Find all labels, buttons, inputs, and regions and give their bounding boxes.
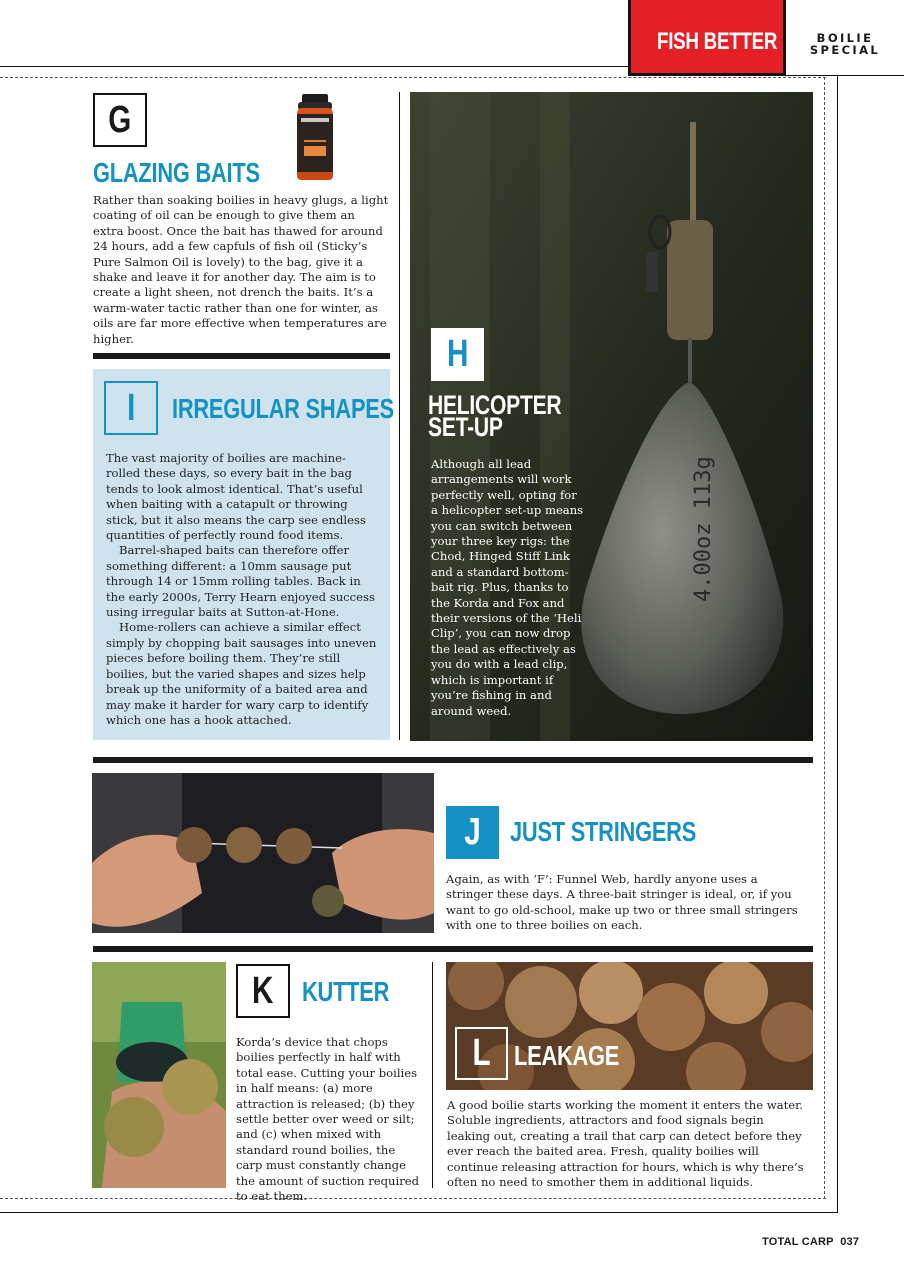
letter-h: H bbox=[446, 333, 469, 375]
frame-solid-bottom bbox=[0, 1212, 838, 1213]
section-title-leakage: LEAKAGE bbox=[514, 1040, 620, 1071]
lead-weight-marking: 4.00oz 113g bbox=[691, 456, 716, 602]
letter-box-g bbox=[93, 93, 147, 147]
stringer-photo bbox=[92, 773, 434, 933]
irregular-paragraph-3: Home-rollers can achieve a similar effect simply by chopping bait sausages into uneven pieces before boiling them. They’re still boilies, but the varied shapes and sizes help break up the uniformity of a baited area and may make it harder for wary carp to identify which one has a hook attached. bbox=[106, 620, 377, 727]
section-title-helicopter bbox=[428, 390, 562, 442]
magazine-name: TOTAL CARP bbox=[762, 1236, 834, 1248]
helicopter-title-line2: SET-UP bbox=[428, 412, 503, 442]
section-tab-fish-better bbox=[628, 0, 786, 76]
section-title-irregular: IRREGULAR SHAPES bbox=[172, 393, 394, 424]
letter-g: G bbox=[108, 99, 132, 141]
section-body-irregular bbox=[106, 451, 378, 728]
column-divider bbox=[432, 962, 433, 1188]
divider-rule bbox=[93, 946, 813, 952]
feature-label-line2: SPECIAL bbox=[809, 43, 881, 57]
letter-box-l bbox=[455, 1027, 508, 1080]
section-body-leakage: A good boilie starts working the moment it enters the water. Soluble ingredients, attractors and food signals begin leaking out, creating a trail that carp can detect before they ever reach the baited area. Fresh, quality boilies will continue releasing attraction for hours, which is why there’s often no need to smother them in additional liquids. bbox=[447, 1098, 804, 1190]
letter-box-i bbox=[104, 381, 158, 435]
section-body-helicopter: Although all lead arrangements will work perfectly well, opting for a helicopter set-up means you can switch between your three key rigs: the Chod, Hinged Stiff Link and a standard bottom-bait rig. Plus, thanks to the Korda and Fox and their versions of the ‘Heli Clip’, you can now drop the lead as effectively as you do with a lead clip, which is important if you’re fishing in and around weed. bbox=[431, 457, 584, 718]
irregular-paragraph-1: The vast majority of boilies are machine-rolled these days, so every bait in the bag tends to look almost identical. That’s useful when baiting with a catapult or throwing stick, but it also means the carp see endless quantities of perfectly round food items. bbox=[106, 451, 366, 543]
letter-box-h bbox=[431, 328, 484, 381]
section-title-glazing: GLAZING BAITS bbox=[93, 157, 260, 188]
section-title-stringers: JUST STRINGERS bbox=[510, 816, 697, 847]
feature-label-line1: BOILIE bbox=[816, 31, 874, 45]
helicopter-title-line1: HELICOPTER bbox=[428, 390, 562, 420]
section-body-glazing: Rather than soaking boilies in heavy glugs, a light coating of oil can be enough to give them an extra boost. Once the bait has thawed for around 24 hours, add a few capfuls of fish oil (Sticky’s Pure Salmon Oil is lovely) to the bag, give it a shake and leave it for another day. The aim is to create a light sheen, not drench the baits. It’s a warm-water tactic rather than one for winter, as oils are far more effective when temperatures are higher. bbox=[93, 193, 389, 346]
letter-box-j bbox=[446, 806, 499, 859]
section-body-kutter: Korda’s device that chops boilies perfectly in half with total ease. Cutting your boilies in half means: (a) more attraction is released; (b) they settle better over weed or silt; and (c) when mixed with standard round boilies, the carp must constantly change the amount of suction required to eat them. bbox=[236, 1035, 420, 1204]
frame-dotted-top bbox=[0, 77, 826, 78]
letter-l: L bbox=[472, 1032, 491, 1074]
page-footer bbox=[762, 1236, 859, 1248]
letter-box-k bbox=[236, 964, 290, 1018]
feature-label bbox=[786, 0, 904, 76]
letter-i: I bbox=[126, 387, 135, 429]
section-title-kutter: KUTTER bbox=[302, 976, 390, 1007]
frame-solid-right bbox=[837, 76, 838, 1213]
letter-j: J bbox=[464, 811, 481, 853]
header-rule bbox=[0, 66, 630, 67]
letter-k: K bbox=[252, 970, 274, 1012]
irregular-paragraph-2: Barrel-shaped baits can therefore offer something different: a 10mm sausage put through 14 or 15mm rolling tables. Back in the early 2000s, Terry Hearn enjoyed success using irregular baits at Sutton-at-Hone. bbox=[106, 543, 375, 620]
column-divider bbox=[399, 92, 400, 740]
section-tab-label: FISH BETTER bbox=[657, 28, 778, 55]
salmon-oil-bottle-image bbox=[292, 92, 344, 184]
divider-rule bbox=[93, 353, 390, 359]
frame-dotted-right bbox=[824, 77, 825, 1199]
page-number: 037 bbox=[840, 1236, 860, 1248]
divider-rule bbox=[93, 757, 813, 763]
kutter-photo bbox=[92, 962, 226, 1188]
section-body-stringers: Again, as with ‘F’: Funnel Web, hardly anyone uses a stringer these days. A three-bait stringer is ideal, or, if you want to go old-school, make up two or three small stringers with one to three boilies on each. bbox=[446, 872, 798, 933]
